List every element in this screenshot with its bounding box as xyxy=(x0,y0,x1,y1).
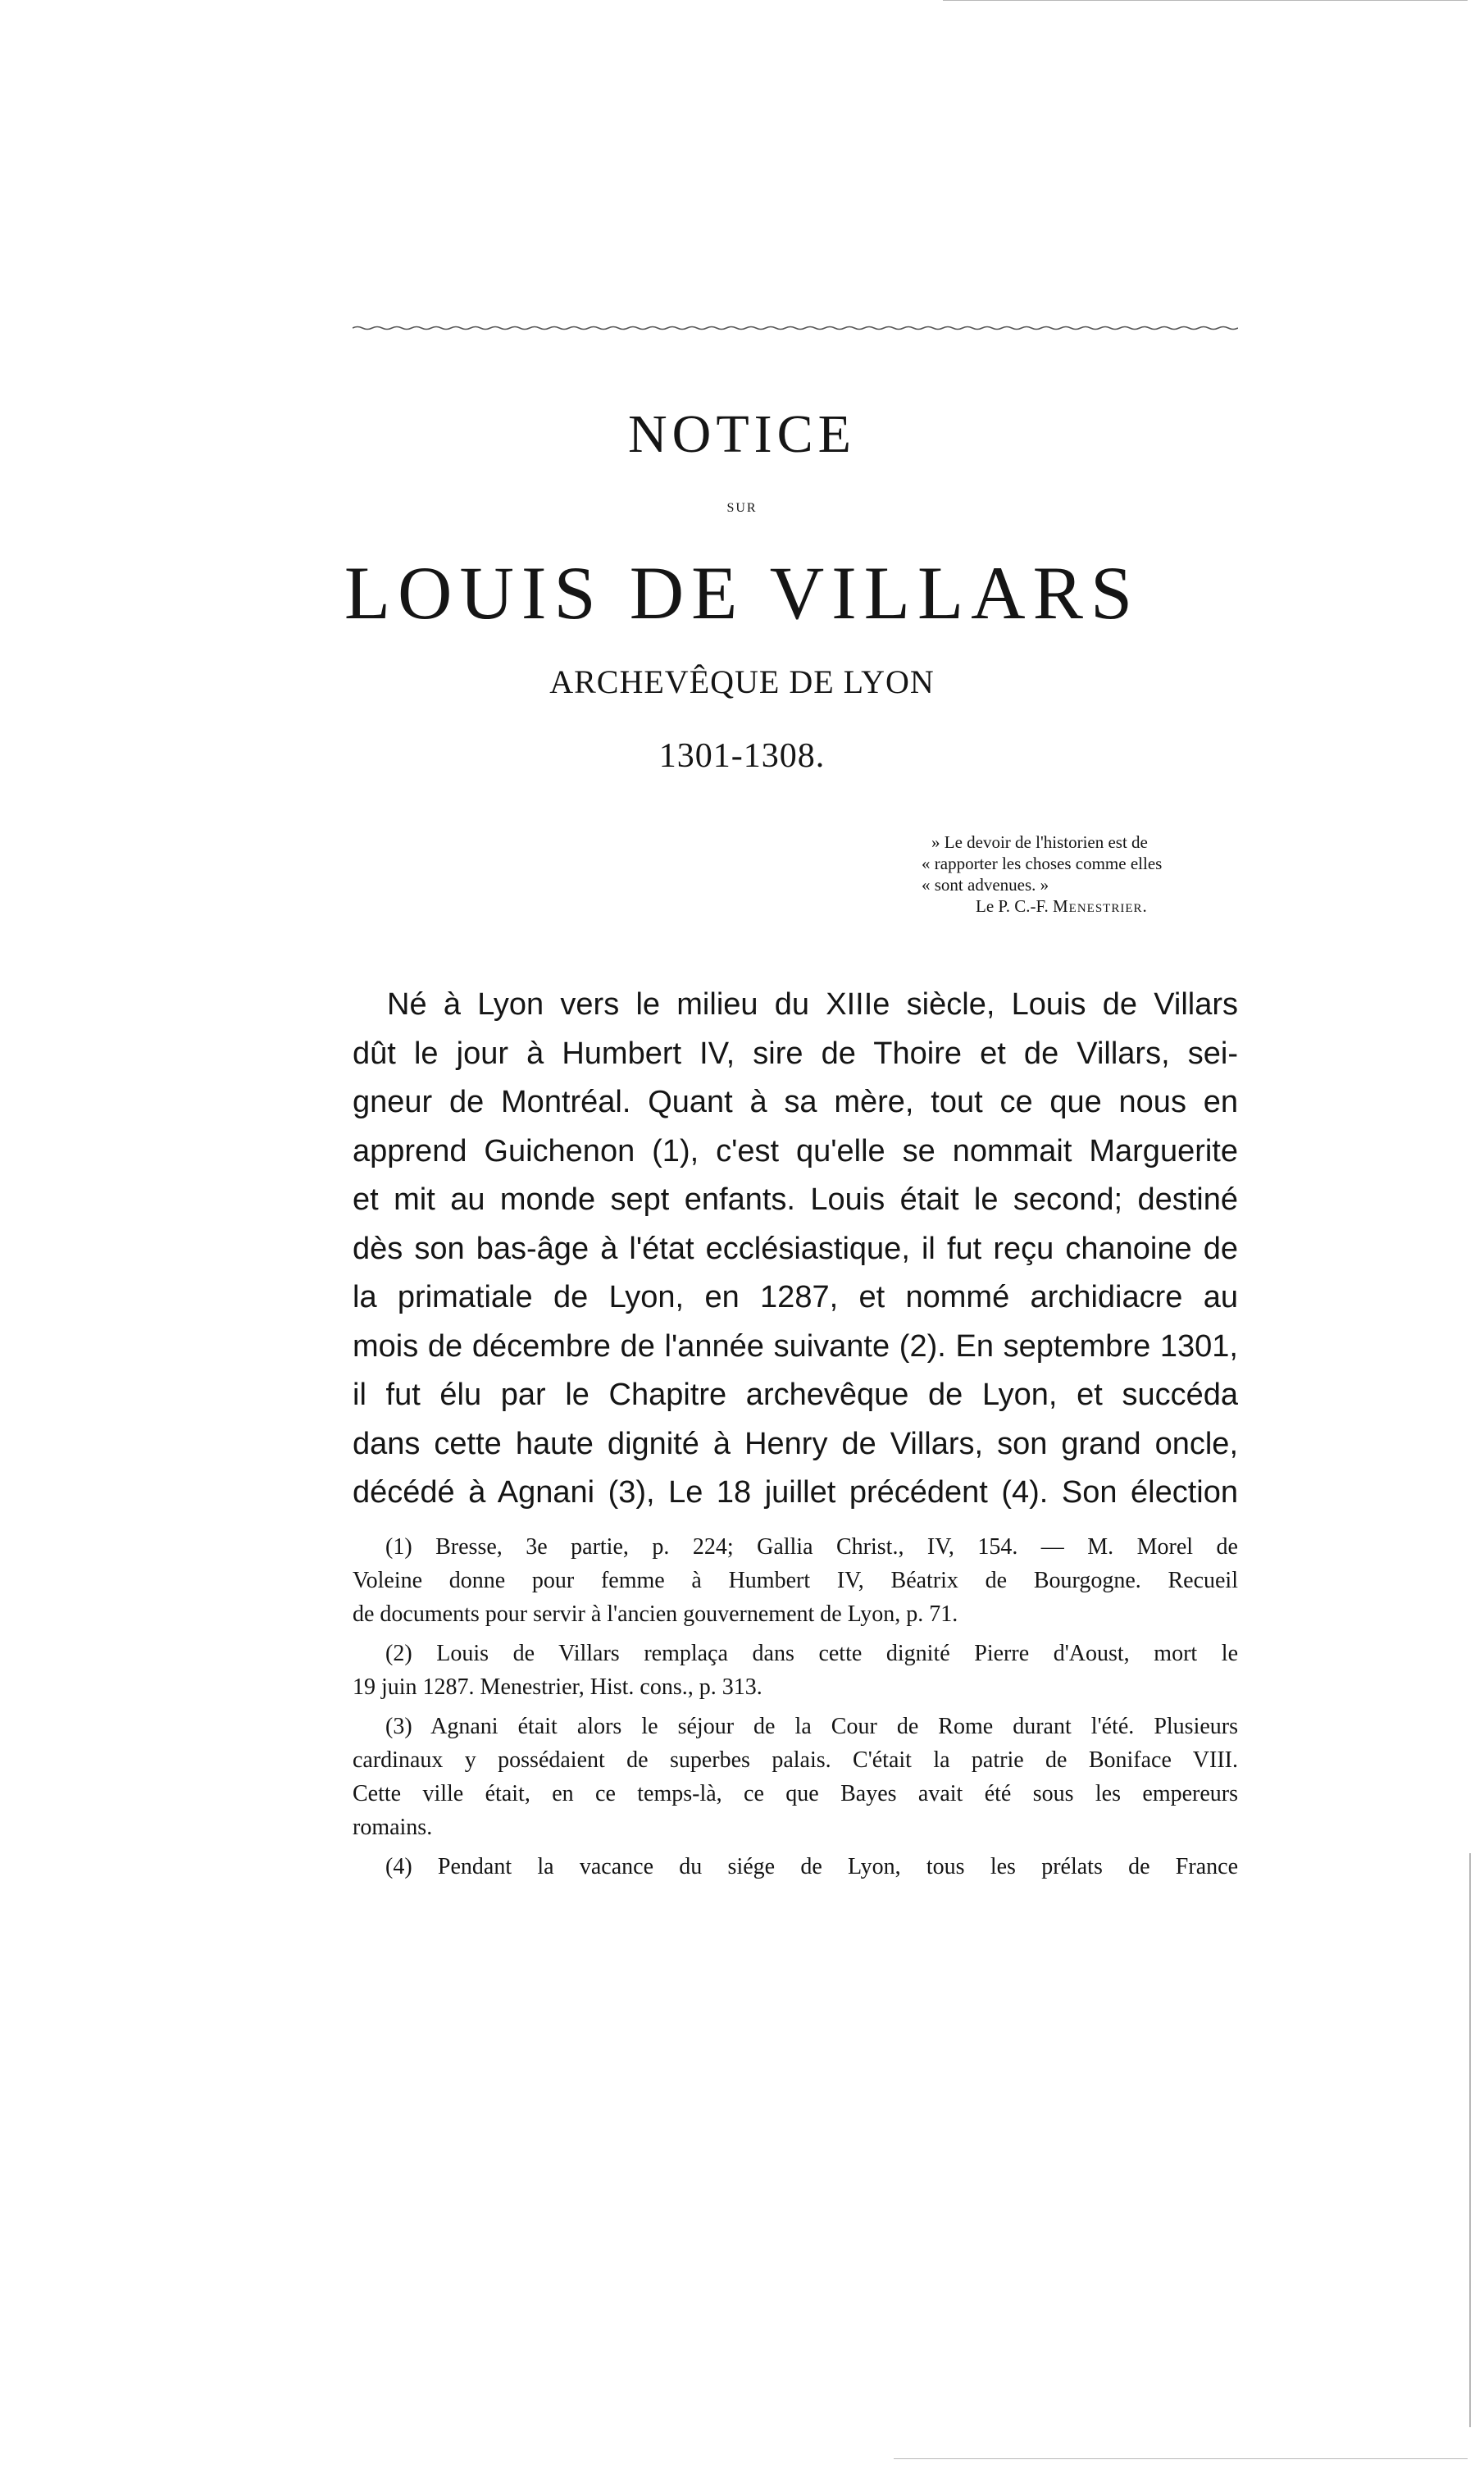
body-line: Né à Lyon vers le milieu du XIIIe siècle, Louis de Villars xyxy=(387,987,1238,1022)
epigraph-line: « sont advenues. » xyxy=(922,875,1049,895)
heading-notice: NOTICE xyxy=(628,404,856,464)
body-line: dans cette haute dignité à Henry de Villars, son grand oncle, xyxy=(353,1426,1238,1461)
ornamental-rule xyxy=(353,325,1238,331)
body-line: il fut élu par le Chapitre archevêque de Lyon, et succéda xyxy=(353,1378,1238,1412)
page-title: LOUIS DE VILLARS xyxy=(344,551,1140,635)
footnote-1 xyxy=(353,1530,1238,1631)
attribution-name: Menestrier. xyxy=(1053,896,1148,916)
attribution-prefix: Le P. C.-F. xyxy=(976,896,1049,916)
page-subtitle: ARCHEVÊQUE DE LYON xyxy=(549,663,935,700)
footnote-line: romains. xyxy=(353,1815,433,1840)
scan-edge-mark xyxy=(943,0,1468,1)
footnote-line: (4) Pendant la vacance du siége de Lyon, tous les prélats de France xyxy=(385,1854,1238,1879)
footnote-2 xyxy=(353,1637,1238,1704)
body-line: la primatiale de Lyon, en 1287, et nommé archidiacre au xyxy=(353,1280,1238,1314)
footnotes xyxy=(353,1530,1238,1889)
footnote-line: cardinaux y possédaient de superbes palais. C'était la patrie de Boniface VIII. xyxy=(353,1747,1238,1773)
footnote-4 xyxy=(353,1850,1238,1884)
footnote-line: de documents pour servir à l'ancien gouvernement de Lyon, p. 71. xyxy=(353,1601,958,1627)
footnote-line: (3) Agnani était alors le séjour de la Cour de Rome durant l'été. Plusieurs xyxy=(385,1714,1238,1739)
body-line: dès son bas-âge à l'état ecclésiastique, il fut reçu chanoine de xyxy=(353,1231,1238,1266)
body-line: dût le jour à Humbert IV, sire de Thoire et de Villars, sei- xyxy=(353,1036,1238,1071)
body-line: décédé à Agnani (3), Le 18 juillet précédent (4). Son élection xyxy=(353,1475,1238,1510)
epigraph-line: « rapporter les choses comme elles xyxy=(922,854,1163,873)
footnote-line: (1) Bresse, 3e partie, p. 224; Gallia Christ., IV, 154. — M. Morel de xyxy=(385,1534,1238,1560)
body-line: mois de décembre de l'année suivante (2). En septembre 1301, xyxy=(353,1328,1238,1364)
epigraph-line: » Le devoir de l'historien est de xyxy=(931,832,1148,852)
body-line: apprend Guichenon (1), c'est qu'elle se nommait Marguerite xyxy=(353,1133,1238,1168)
footnote-3 xyxy=(353,1710,1238,1844)
body-text xyxy=(353,981,1238,1518)
date-range: 1301-1308. xyxy=(658,737,826,775)
footnote-line: Voleine donne pour femme à Humbert IV, Béatrix de Bourgogne. Recueil xyxy=(353,1568,1238,1593)
epigraph-attribution xyxy=(877,895,1238,917)
scan-edge-mark xyxy=(894,2458,1468,2459)
body-line: gneur de Montréal. Quant à sa mère, tout ce que nous en xyxy=(353,1085,1238,1119)
heading-sur: SUR xyxy=(726,501,758,515)
footnote-line: Cette ville était, en ce temps-là, ce que Bayes avait été sous les empereurs xyxy=(353,1781,1238,1806)
epigraph xyxy=(877,831,1238,917)
body-line: et mit au monde sept enfants. Louis était le second; destiné xyxy=(353,1182,1238,1217)
footnote-line: 19 juin 1287. Menestrier, Hist. cons., p. 313. xyxy=(353,1674,762,1700)
scan-edge-mark xyxy=(1469,1853,1471,2427)
footnote-line: (2) Louis de Villars remplaça dans cette dignité Pierre d'Aoust, mort le xyxy=(385,1641,1238,1666)
